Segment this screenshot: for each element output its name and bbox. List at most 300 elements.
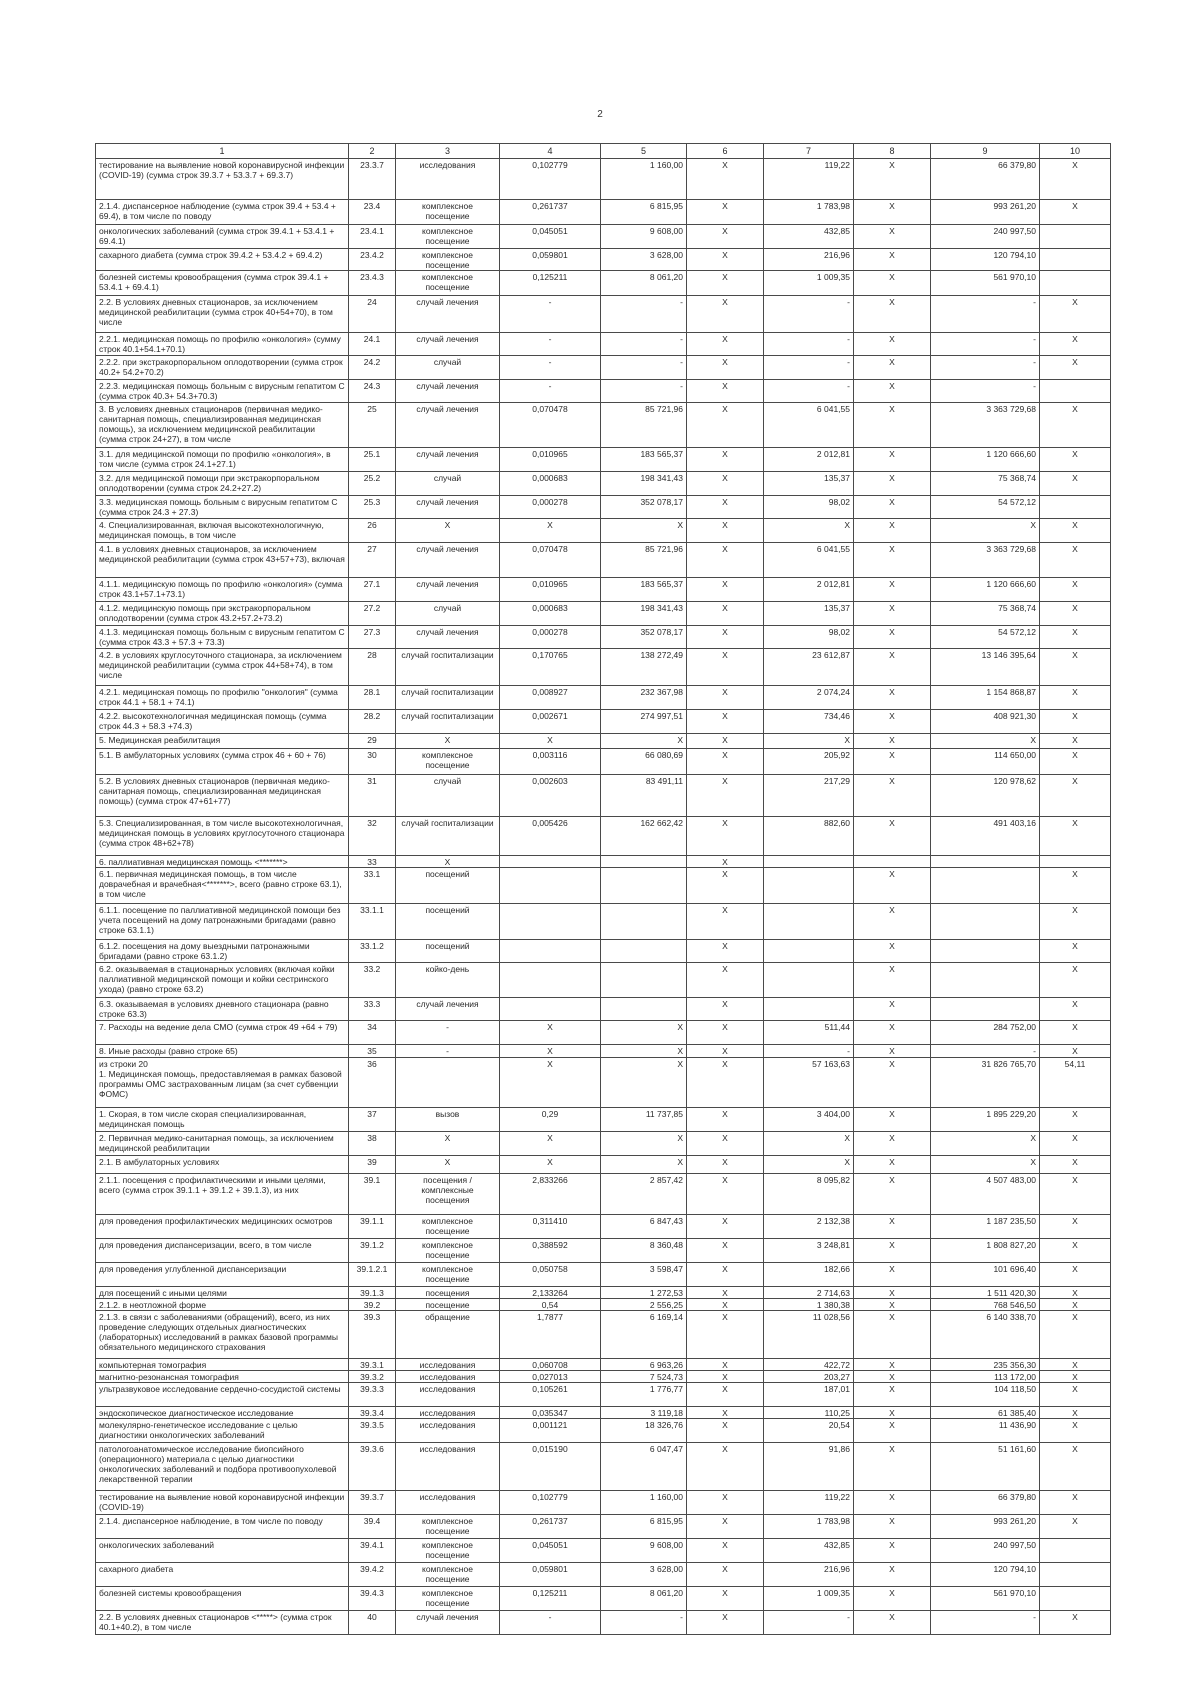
cell-text: 0,261737	[532, 1516, 568, 1526]
cell-col-10	[1040, 1045, 1111, 1058]
cell-text: -	[680, 381, 683, 391]
cell-unit	[396, 1443, 500, 1491]
table-row	[96, 817, 1111, 856]
cell-text: случай	[433, 357, 462, 367]
cell-text: -	[548, 1612, 552, 1622]
column-header-label: 10	[1069, 146, 1080, 156]
cell-text: 8 061,20	[649, 272, 683, 282]
cell-text: 114 650,00	[994, 750, 1036, 760]
cell-col-5	[601, 1021, 687, 1045]
cell-row-code	[349, 472, 396, 496]
cell-text: 27	[367, 544, 377, 554]
cell-text: онкологических заболеваний (сумма строк 39.4.1 + 53.4.1 + 69.4.1)	[99, 226, 335, 246]
cell-col-4	[500, 472, 601, 496]
cell-text: 39.4.2	[360, 1564, 384, 1574]
cell-text: X	[547, 1046, 553, 1056]
cell-col-9	[931, 940, 1040, 963]
cell-col-10	[1040, 159, 1111, 200]
cell-col-8	[854, 1132, 931, 1156]
cell-text: 33.1.1	[360, 905, 384, 915]
cell-text: X	[722, 687, 728, 697]
cell-col-10	[1040, 856, 1111, 868]
cell-col-5	[601, 1156, 687, 1174]
cell-col-6	[687, 333, 764, 356]
cell-text: 6 047,47	[649, 1444, 683, 1454]
cell-unit	[396, 749, 500, 775]
cell-description	[96, 1371, 349, 1383]
cell-text: X	[722, 1372, 728, 1382]
cell-text: X	[1072, 1175, 1078, 1185]
cell-text: X	[722, 1288, 728, 1298]
cell-col-4	[500, 1311, 601, 1359]
cell-text: 120 978,62	[993, 776, 1036, 786]
cell-description	[96, 225, 349, 249]
cell-text: X	[889, 1109, 895, 1119]
cell-col-5	[601, 734, 687, 749]
cell-row-code	[349, 649, 396, 686]
cell-text: X	[677, 1157, 683, 1167]
cell-text: 6 140 338,70	[986, 1312, 1036, 1322]
column-header	[1040, 144, 1111, 159]
cell-text: случай лечения	[416, 297, 479, 307]
cell-unit	[396, 1132, 500, 1156]
cell-text: X	[1072, 627, 1078, 637]
cell-text: случай госпитализации	[401, 711, 494, 721]
cell-text: 25.1	[363, 449, 381, 459]
cell-text: 0,388592	[532, 1240, 568, 1250]
cell-text: 23 612,87	[812, 650, 850, 660]
cell-col-8	[854, 602, 931, 626]
cell-col-4	[500, 249, 601, 271]
column-header-label: 3	[444, 146, 450, 156]
cell-text: 30	[367, 750, 377, 760]
cell-text: X	[547, 735, 553, 745]
cell-text: случай госпитализации	[401, 687, 494, 697]
cell-text: 6.1.1. посещение по паллиативной медицинской помощи без учета посещений на дому патронажными бригадами (равно строке 63.1.1)	[99, 905, 341, 935]
column-header	[349, 144, 396, 159]
cell-text: X	[889, 1216, 895, 1226]
cell-text: комплексное посещение	[422, 250, 473, 270]
cell-text: 5.3. Специализированная, в том числе высокотехнологичная, медицинская помощь в условиях круглосуточного стационара (сумма строк 48+62+78)	[99, 818, 345, 848]
cell-text: X	[677, 1133, 683, 1143]
cell-text: 993 261,20	[993, 201, 1036, 211]
cell-text: 98,02	[828, 627, 850, 637]
cell-text: 3 119,18	[650, 1408, 683, 1418]
cell-unit	[396, 543, 500, 578]
cell-col-7	[764, 1587, 854, 1611]
table-row	[96, 249, 1111, 271]
cell-col-10	[1040, 271, 1111, 296]
cell-col-6	[687, 1287, 764, 1299]
cell-text: 39.4	[363, 1516, 381, 1526]
cell-text: 39.3.3	[360, 1384, 384, 1394]
cell-row-code	[349, 1311, 396, 1359]
cell-text: X	[889, 869, 895, 879]
table-row	[96, 963, 1111, 998]
cell-col-6	[687, 1021, 764, 1045]
cell-text: X	[722, 818, 728, 828]
cell-text: 232 367,98	[640, 687, 683, 697]
cell-unit	[396, 1563, 500, 1587]
cell-text: X	[722, 334, 728, 344]
cell-row-code	[349, 578, 396, 602]
cell-col-6	[687, 578, 764, 602]
cell-text: 119,22	[824, 1492, 850, 1502]
table-row	[96, 904, 1111, 940]
cell-col-7	[764, 626, 854, 649]
cell-text: -	[1033, 334, 1036, 344]
cell-text: X	[722, 905, 728, 915]
cell-unit	[396, 578, 500, 602]
cell-col-8	[854, 1021, 931, 1045]
cell-text	[500, 963, 600, 997]
cell-description	[96, 1299, 349, 1311]
cell-unit	[396, 403, 500, 448]
cell-text: сахарного диабета	[99, 1564, 174, 1574]
cell-text: X	[889, 941, 895, 951]
cell-col-8	[854, 1587, 931, 1611]
cell-description	[96, 1563, 349, 1587]
cell-col-9	[931, 1045, 1040, 1058]
cell-col-7	[764, 1491, 854, 1515]
cell-description	[96, 1058, 349, 1108]
cell-text: 39.3.1	[360, 1360, 384, 1370]
cell-row-code	[349, 1108, 396, 1132]
cell-text: 4.1.3. медицинская помощь больным с вирусным гепатитом С (сумма строк 43.3 + 57.3 + 73.3)	[99, 627, 345, 647]
cell-text: X	[722, 999, 728, 1009]
cell-text: X	[889, 627, 895, 637]
cell-text: 0,002603	[532, 776, 568, 786]
cell-description	[96, 602, 349, 626]
cell-text: X	[889, 1059, 895, 1069]
cell-text: 217,29	[824, 776, 850, 786]
cell-text	[500, 856, 600, 867]
cell-text: 8. Иные расходы (равно строке 65)	[99, 1046, 238, 1056]
cell-text	[1040, 1563, 1110, 1586]
cell-col-6	[687, 817, 764, 856]
cell-text: 2 074,24	[816, 687, 850, 697]
cell-text: 32	[367, 818, 377, 828]
cell-text: 0,008927	[532, 687, 568, 697]
column-header-label: 9	[982, 146, 988, 156]
cell-text: X	[1072, 1492, 1078, 1502]
column-header	[854, 144, 931, 159]
cell-col-8	[854, 296, 931, 333]
cell-col-10	[1040, 333, 1111, 356]
cell-col-5	[601, 1215, 687, 1239]
cell-col-5	[601, 1611, 687, 1635]
cell-description	[96, 1215, 349, 1239]
cell-col-5	[601, 1045, 687, 1058]
cell-text: исследования	[419, 1444, 476, 1454]
cell-text: X	[1072, 404, 1078, 414]
cell-col-6	[687, 1058, 764, 1108]
cell-col-6	[687, 1132, 764, 1156]
cell-row-code	[349, 403, 396, 448]
cell-text: 0,060708	[532, 1360, 568, 1370]
cell-description	[96, 448, 349, 472]
cell-text: 3.2. для медицинской помощи при экстракорпоральном оплодотворении (сумма строк 24.2+27.2)	[99, 473, 320, 493]
cell-col-8	[854, 1239, 931, 1263]
cell-col-10	[1040, 817, 1111, 856]
cell-col-7	[764, 998, 854, 1021]
cell-col-6	[687, 1491, 764, 1515]
cell-col-8	[854, 904, 931, 940]
cell-text: X	[1072, 750, 1078, 760]
cell-col-9	[931, 868, 1040, 904]
cell-text: 5.2. В условиях дневных стационаров (первичная медико-санитарная помощь, специализированная медицинская помощь) (сумма строк 47+61+77)	[99, 776, 330, 806]
cell-col-10	[1040, 519, 1111, 543]
cell-text: 39.3.5	[360, 1420, 384, 1430]
cell-text: патологоанатомическое исследование биопсийного (операционного) материала с целью диагностики онкологических заболеваний и подбора противоопухолевой лекарственной терапии	[99, 1444, 337, 1484]
cell-col-6	[687, 1311, 764, 1359]
cell-description	[96, 333, 349, 356]
cell-text: 2 012,81	[816, 579, 850, 589]
cell-col-6	[687, 734, 764, 749]
cell-description	[96, 1263, 349, 1287]
cell-text: X	[889, 544, 895, 554]
cell-text: 432,85	[824, 226, 850, 236]
cell-text	[1040, 380, 1110, 402]
cell-text: 3 628,00	[649, 250, 683, 260]
cell-col-7	[764, 1563, 854, 1587]
cell-text: X	[677, 520, 683, 530]
cell-description	[96, 1311, 349, 1359]
cell-text: 284 752,00	[993, 1022, 1036, 1032]
cell-text: 3 248,81	[816, 1240, 850, 1250]
cell-text: X	[889, 497, 895, 507]
cell-text: -	[1033, 1612, 1036, 1622]
cell-text: случай лечения	[416, 381, 479, 391]
cell-text	[601, 868, 686, 903]
cell-text: 235 356,30	[993, 1360, 1036, 1370]
cell-text: X	[722, 226, 728, 236]
cell-text: посещения / комплексные посещения	[421, 1175, 474, 1205]
cell-col-8	[854, 1156, 931, 1174]
cell-description	[96, 380, 349, 403]
cell-text: 135,37	[824, 603, 850, 613]
cell-unit	[396, 649, 500, 686]
cell-col-8	[854, 249, 931, 271]
cell-unit	[396, 1299, 500, 1311]
cell-col-4	[500, 1611, 601, 1635]
cell-text: X	[722, 297, 728, 307]
cell-col-10	[1040, 225, 1111, 249]
cell-col-7	[764, 749, 854, 775]
cell-text: X	[722, 1109, 728, 1119]
cell-col-10	[1040, 1515, 1111, 1539]
cell-text: исследования	[419, 1420, 476, 1430]
cell-text: 3 404,00	[816, 1109, 850, 1119]
cell-col-10	[1040, 1407, 1111, 1419]
cell-text: X	[1072, 905, 1078, 915]
cell-text: тестирование на выявление новой коронавирусной инфекции (COVID-19)	[99, 1492, 345, 1512]
cell-col-6	[687, 1371, 764, 1383]
cell-col-9	[931, 963, 1040, 998]
cell-text: X	[444, 735, 451, 745]
cell-col-8	[854, 817, 931, 856]
cell-text: 101 696,40	[993, 1264, 1036, 1274]
cell-col-7	[764, 1383, 854, 1407]
cell-col-9	[931, 1443, 1040, 1491]
cell-col-4	[500, 868, 601, 904]
cell-text: X	[1072, 1612, 1078, 1622]
cell-row-code	[349, 749, 396, 775]
cell-text: X	[547, 1157, 553, 1167]
cell-text	[601, 998, 686, 1020]
cell-text: 2 556,25	[649, 1300, 683, 1310]
cell-text: -	[446, 1046, 449, 1056]
cell-col-5	[601, 1419, 687, 1443]
cell-text: 422,72	[824, 1360, 850, 1370]
cell-col-6	[687, 1611, 764, 1635]
cell-row-code	[349, 998, 396, 1021]
cell-text: 0,001121	[532, 1420, 568, 1430]
cell-text: X	[1072, 201, 1078, 211]
cell-col-10	[1040, 1132, 1111, 1156]
cell-text: 39.1.2.1	[356, 1264, 388, 1274]
cell-col-10	[1040, 963, 1111, 998]
cell-description	[96, 1287, 349, 1299]
cell-col-9	[931, 1407, 1040, 1419]
cell-col-4	[500, 904, 601, 940]
cell-unit	[396, 1287, 500, 1299]
cell-text: 24.1	[363, 334, 381, 344]
cell-text: 1,7877	[537, 1312, 563, 1322]
cell-text: X	[889, 1408, 895, 1418]
cell-text: X	[722, 579, 728, 589]
cell-col-9	[931, 1239, 1040, 1263]
cell-text: -	[847, 357, 850, 367]
cell-text: X	[444, 1133, 451, 1143]
cell-text	[1040, 225, 1110, 248]
cell-text: X	[1072, 449, 1078, 459]
cell-row-code	[349, 963, 396, 998]
cell-col-8	[854, 1539, 931, 1563]
cell-text: обращение	[425, 1312, 470, 1322]
cell-text: посещений	[425, 941, 470, 951]
table-row	[96, 602, 1111, 626]
cell-description	[96, 856, 349, 868]
cell-description	[96, 1174, 349, 1215]
cell-text: 38	[367, 1133, 377, 1143]
cell-text: 8 360,48	[649, 1240, 683, 1250]
cell-col-5	[601, 356, 687, 380]
cell-col-8	[854, 1419, 931, 1443]
cell-col-4	[500, 734, 601, 749]
cell-description	[96, 1156, 349, 1174]
table-row	[96, 1174, 1111, 1215]
table-row	[96, 1611, 1111, 1635]
cell-text: 33	[367, 857, 377, 867]
cell-col-10	[1040, 403, 1111, 448]
table-row	[96, 1045, 1111, 1058]
cell-description	[96, 998, 349, 1021]
cell-col-4	[500, 1045, 601, 1058]
cell-text: X	[677, 1059, 683, 1069]
table-row	[96, 1239, 1111, 1263]
cell-col-9	[931, 472, 1040, 496]
cell-text: 36	[367, 1059, 377, 1069]
cell-text: 216,96	[824, 250, 850, 260]
cell-col-4	[500, 1021, 601, 1045]
cell-text: 4.1.1. медицинскую помощь по профилю «онкология» (сумма строк 43.1+57.1+73.1)	[99, 579, 343, 599]
cell-col-10	[1040, 380, 1111, 403]
cell-col-4	[500, 1371, 601, 1383]
cell-col-6	[687, 1443, 764, 1491]
table-row	[96, 1132, 1111, 1156]
cell-unit	[396, 1108, 500, 1132]
cell-col-10	[1040, 1611, 1111, 1635]
cell-description	[96, 710, 349, 734]
cell-col-7	[764, 200, 854, 225]
cell-col-4	[500, 159, 601, 200]
cell-col-8	[854, 1383, 931, 1407]
cell-unit	[396, 1611, 500, 1635]
cell-text: 0,102779	[532, 160, 568, 170]
cell-col-4	[500, 1491, 601, 1515]
cell-text	[1040, 496, 1110, 518]
cell-col-6	[687, 200, 764, 225]
cell-col-8	[854, 1263, 931, 1287]
cell-col-9	[931, 1515, 1040, 1539]
cell-col-8	[854, 1407, 931, 1419]
cell-col-9	[931, 380, 1040, 403]
cell-text: 0,003116	[532, 750, 568, 760]
cell-col-7	[764, 1108, 854, 1132]
cell-unit	[396, 1058, 500, 1108]
cell-text: X	[889, 226, 895, 236]
cell-text: 198 341,43	[640, 603, 683, 613]
cell-text: X	[722, 381, 728, 391]
cell-text	[1040, 249, 1110, 270]
cell-text: 27.1	[363, 579, 381, 589]
cell-text	[931, 998, 1039, 1020]
cell-text: 39.1.2	[360, 1240, 384, 1250]
cell-text: 25	[367, 404, 377, 414]
cell-col-4	[500, 710, 601, 734]
column-header	[764, 144, 854, 159]
cell-col-4	[500, 1419, 601, 1443]
cell-text: X	[722, 357, 728, 367]
cell-text: X	[889, 776, 895, 786]
cell-text: 2.2.3. медицинская помощь больным с вирусным гепатитом С (сумма строк 40.3+ 54.3+70.3)	[99, 381, 345, 401]
cell-text: -	[847, 334, 850, 344]
cell-unit	[396, 1215, 500, 1239]
cell-col-4	[500, 380, 601, 403]
cell-text: 432,85	[824, 1540, 850, 1550]
cell-text: -	[548, 381, 552, 391]
cell-col-8	[854, 1515, 931, 1539]
cell-text: 1 783,98	[816, 201, 850, 211]
table-row	[96, 1539, 1111, 1563]
table-row	[96, 734, 1111, 749]
cell-unit	[396, 271, 500, 296]
cell-description	[96, 249, 349, 271]
cell-text	[854, 856, 930, 867]
cell-col-6	[687, 710, 764, 734]
cell-col-9	[931, 1021, 1040, 1045]
column-header-label: 6	[722, 146, 728, 156]
cell-col-9	[931, 1287, 1040, 1299]
cell-unit	[396, 200, 500, 225]
table-row	[96, 356, 1111, 380]
cell-text: X	[1072, 579, 1078, 589]
cell-text: 0,54	[541, 1300, 559, 1310]
cell-row-code	[349, 710, 396, 734]
cell-col-8	[854, 749, 931, 775]
cell-text: 491 403,16	[993, 818, 1036, 828]
